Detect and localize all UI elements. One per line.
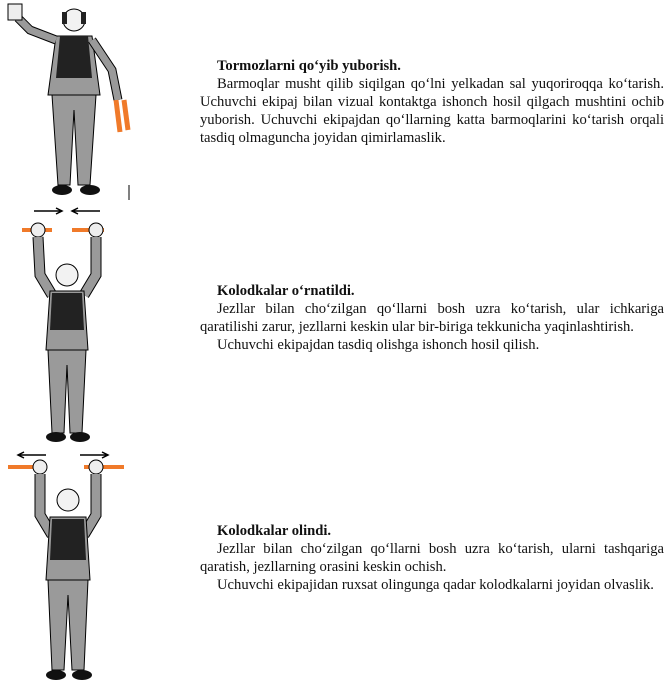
- section-paragraph: Barmoqlar musht qilib siqilgan qo‘lni yelkadan sal yuqoriroqqa ko‘tarish. Uchuvchi ekipaj bilan vizual kontaktga ishonch hosil qilgach mushtini ochib yuborish. Uchuvchi ekipajdan qo‘llarning katta barmoqlarini ko‘tarish orqali tasdiq olmaguncha joyidan qimirlamaslik.: [200, 76, 664, 146]
- section-title: Tormozlarni qo‘yib yuborish.: [217, 58, 401, 74]
- section-chocks-removed: [200, 522, 664, 594]
- marshaller-figure-release-brakes: [0, 0, 140, 205]
- section-paragraph: Uchuvchi ekipajdan tasdiq olishga ishonch hosil qilish.: [217, 337, 540, 353]
- section-paragraph: Jezllar bilan cho‘zilgan qo‘llarni bosh uzra ko‘tarish, ular ichkariga qaratilishi zarur, jezllarni keskin ular bir-biriga tekkunicha yaqinlashtirish.: [200, 301, 664, 335]
- section-paragraph: Uchuvchi ekipajidan ruxsat olingunga qadar kolodkalarni joyidan olvaslik.: [217, 577, 654, 593]
- marshaller-figure-chocks-inserted: [0, 205, 140, 445]
- section-chocks-inserted: [200, 282, 664, 354]
- section-paragraph: Jezllar bilan cho‘zilgan qo‘llarni bosh uzra ko‘tarish, ularni tashqariga qaratish, jezllarning orasini keskin ochish.: [200, 541, 664, 575]
- section-release-brakes: [200, 57, 664, 147]
- section-title: Kolodkalar o‘rnatildi.: [217, 283, 355, 299]
- marshaller-figure-chocks-removed: [0, 445, 140, 686]
- section-title: Kolodkalar olindi.: [217, 523, 332, 539]
